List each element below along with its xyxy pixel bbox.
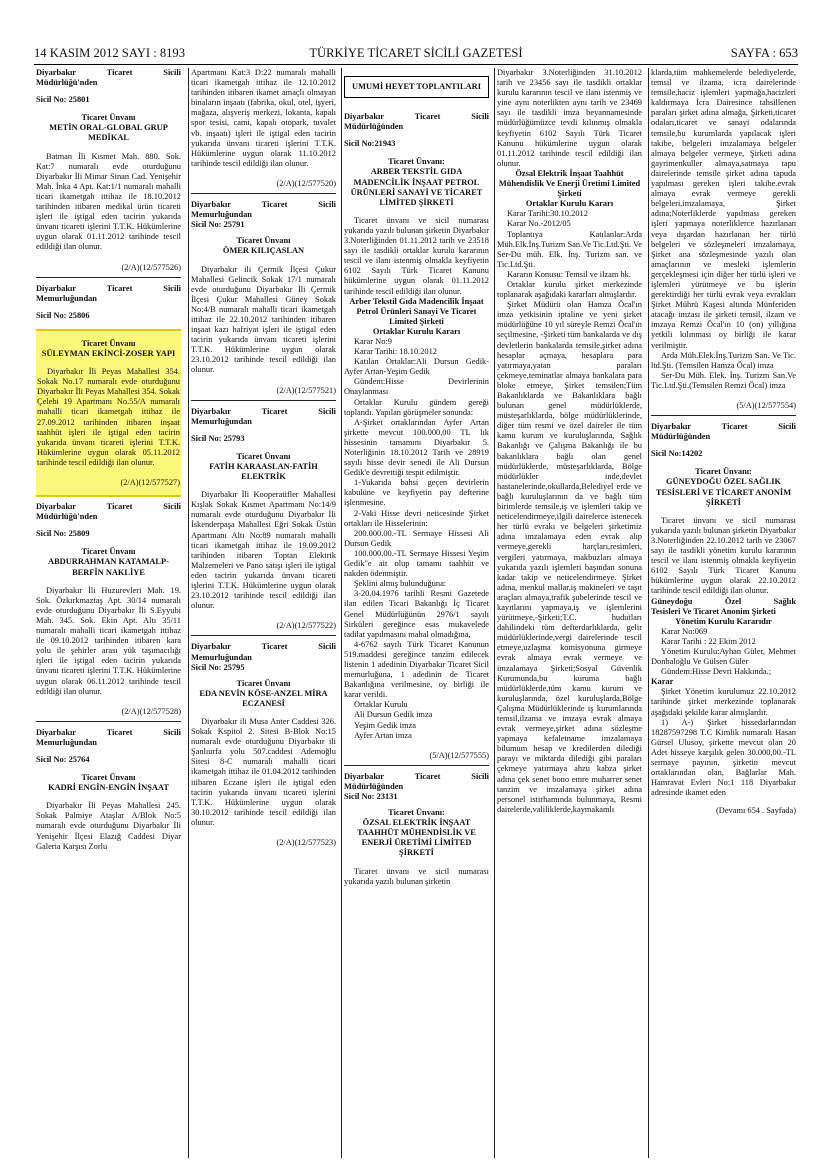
page-number: SAYFA : 653: [730, 46, 798, 60]
office-heading: Diyarbakır Ticaret Sicili: [36, 502, 181, 512]
section-heading: Ortaklar Kurulu Kararı: [372, 326, 461, 336]
bold-line: Müdürlüğünden: [344, 122, 404, 132]
reference-number: (2/A)(12/577526): [121, 262, 181, 272]
office-heading: Diyarbakır Ticaret Sicili: [36, 283, 181, 293]
registry-number: Sicil No: 25801: [36, 95, 90, 105]
entry-divider: [36, 277, 181, 278]
paragraph: Gündem:Hisse Devri Hakkında.;: [661, 667, 772, 677]
column-divider: [188, 68, 189, 1158]
paragraph: Diyarbakır İli Peyas Mahallesi 245. Sokak Palmiye Ataşlar A/Blok No:5 numaralı evde oturduğunu Diyarbakır İli Yenişehir İlçesi Elazığ Caddesi Diyar Galeria Karşısı Zorlu: [36, 801, 181, 851]
entry-divider: [191, 400, 336, 401]
office-heading: Diyarbakır Ticaret Sicili: [344, 771, 489, 781]
text-line: Karar No.-2012/05: [507, 219, 571, 229]
text-line: Ali Dursun Gedik imza: [354, 710, 433, 720]
office-heading: Diyarbakır Ticaret Sicili: [36, 727, 181, 737]
registry-number: Sicil No: 25809: [36, 529, 90, 539]
column-1: [36, 68, 181, 1158]
trade-name-label: Ticaret Ünvanı: [236, 678, 291, 688]
trade-name: EDA NEVİN KÖSE-ANZEL MİRA ECZANESİ: [199, 688, 328, 708]
bold-line: Müdürlüğü'nden: [36, 512, 98, 522]
paragraph: 4-6762 sayılı Türk Ticaret Kanunun 519.maddesi gereğince tanzim edilecek listenin 1 adedinin Diyarbakır Ticaret Sicil memurluğuna, 1 adedinin de Ticaret Bakanlığına verilmesine, oy birliği ile karar verildi.: [344, 639, 489, 700]
issue-date: 14 KASIM 2012 SAYI : 8193: [34, 46, 186, 60]
paragraph: Batman İli Kısmet Mah. 880. Sok. Kat:7 numaralı evde oturduğunu Diyarbakır İli Mimar Sinan Cad. Yenişehir Mah. İnka 4 Apt. Kat:1/1 numaralı mahalli ticari ikametgah ittihaz ile 18.10.2012 tarihinden itibaren medikal ürün ticareti işleri ile iştigal eden tacirin yukarıda ünvanı ticareti işlerini T.T.K. Hükümlerine uygun olarak 01.11.2012 tarihinde tescil edildiği ilan olunur.: [36, 151, 181, 252]
bold-line: Müdürlüğünden: [651, 432, 711, 442]
paragraph: Diyarbakır ili Musa Anter Caddesi 326. Sokak Kspitol 2. Sitesi B-Blok No:15 numaralı evde oturduğunu Diyarbakır ili Şanlıurfa yolu 507.caddesi Ademoğlu Sitesi 8-C numaralı mahalli ticari ikametgah ittihaz ile 01.04.2012 tarihinden itibaren Eczane işleri ile iştigal eden tacirin yukarıda ünvanı ticareti işlerini T.T.K. Hükümlerine uygun olarak 30.10.2012 tarihinde tescil edildiği ilan olunur.: [191, 716, 336, 827]
text-line: Ortaklar Kurulu: [354, 700, 408, 710]
text-line: Karar No:069: [661, 626, 708, 636]
paragraph: 100.000.00.-TL Sermaye Hissesi Yeşim Gedik"e ait olup tamamı taahhüt ve nakden ödenmiştir.: [344, 548, 489, 579]
trade-name: SÜLEYMAN EKİNCİ-ZOSER YAPI: [41, 348, 176, 358]
trade-name-label: Ticaret Ünvanı: [81, 547, 136, 557]
reference-number: (2/A)(12/577522): [276, 621, 336, 631]
section-heading: Yönetim Kurulu Kararıdır: [675, 616, 772, 626]
reference-number: (2/A)(12/577520): [276, 178, 336, 188]
trade-name-label: Ticaret Ünvanı:: [695, 467, 752, 477]
paragraph: Ser-Du Müh. Elek. İnş. Turizm San.Ve Tic.Ltd.Şti.(Temsilen Remzi Öcal) imza: [651, 370, 796, 390]
column-divider: [494, 68, 495, 1158]
trade-name: ABDURRAHMAN KATAMALP-BERFİN NAKLİYE: [48, 557, 169, 577]
reference-number: (5/A)(12/577555): [429, 750, 489, 760]
paragraph: klarda,tüm mahkemelerde belediyelerde, temsil ve ilzama, icra dairelerinde temsile,haciz işlemleri yapmağa,hacizleri kaldırmaya İcra Dairesince tahsillenen paraları şirket adına almağa, Şirketi,ticaret odaları,ticaret ve sanayi odalarında temsile,bu kurumlarda yapılacak işleri takibe, belgeleri imzalamaya belgeler almaya belgeler vermeye, Şirketi adına gayrimenkuller almaya,satmaya tapu dairelerinde temsile şirket adına tapuda yapılması gereken işleri takibe.evrak almaya evrak vermeye gerekli belgeleri,imzalamaya, Şirket adına;Noterliklerde yapılması gereken işleri yapmaya noterliklerce hazırlanan veya dışardan hazırlanan her türlü belgeleri ve sözleşmeleri imzalamaya, Şirket ana sözleşmesinde yazılı olan amaçlarının ve mesleki işlemlerin gerçekleşmesi için diğer her türlü işleri ve işlemleri yürütmeye ve bu işlerin gerektirdiği her türlü evrak veya evrakları Şirket Mührü Kaşesi altında Münferiden atacağı imzası ile şirketi temsil, ilzam ve imzaya Remzi Öcal'ın 10 (on) yıllığına yetkili kılınması oy birliği ile karar verilmiştir.: [651, 68, 796, 350]
bold-line: Sicil No: 23131: [344, 792, 398, 801]
paragraph: Diyarbakır 3.Noterliğinden 31.10.2012 tarih ve 23456 sayı ile tasdikli ortaklar kurulu kararının tescil ve ilanı istenmiş ve yine aynı noterlikten aynı tarih ve 23469 sayı ile tasdikli imza beyannamesinde müdürlüğümüzce tevdi kılınmış olmakla keyfiyetin 6102 Sayılı Türk Ticaret Kanunu hükümlerine uygun olarak 01.11.2012 tarihinde tescil edildiği ilan olunur.: [497, 68, 642, 168]
column-5: [651, 68, 796, 1158]
section-heading: Ortaklar Kurulu Kararı: [525, 199, 614, 209]
paragraph: Şirket Yönetim kurulumuz 22.10.2012 tarihinde şirket merkezinde toplanarak aşağıdaki şekilde karar almışlardır.: [651, 687, 796, 717]
entry-divider: [191, 635, 336, 636]
bold-line: Memurluğundan: [36, 737, 97, 747]
gazette-title: TÜRKİYE TİCARET SİCİLİ GAZETESİ: [309, 46, 523, 60]
paragraph: Apartmanı Kat:3 D:22 numaralı mahalli ticari ikametgah ittihaz ile 12.10.2012 tarihinden itibaren ikamet amaçlı olmayan binaların inşaatı (fabrika, okul, otel, işyeri, mağaza, alışveriş merkezi, lokanta, kapalı spor tesisi, cami, kapalı otopark, tuvalet vb. inşaatı) işleri ile iştigal eden tacirin yukarıda ünvanı ticareti işlerini T.T.K. Hükümlerine uygun olarak 11.10.2012 tarihinde tescil edildiği ilan olunur.: [191, 68, 336, 168]
page-header: [34, 43, 798, 63]
trade-name: GÜNEYDOĞU ÖZEL SAĞLIK TESİSLERİ VE TİCARET ANONİM ŞİRKETİ: [655, 477, 792, 507]
office-heading: Güneydoğu Özel Sağlık: [651, 596, 796, 606]
highlighted-notice: [36, 329, 181, 497]
paragraph: Kararın Konusu: Temsil ve ilzam hk.: [507, 269, 631, 279]
trade-name-label: Ticaret Ünvanı: [236, 236, 291, 246]
paragraph: 200.000.00.-TL Sermaye Hissesi Ali Dursun Gedik: [344, 528, 489, 548]
trade-name-label: Ticaret Ünvanı: [81, 773, 136, 783]
paragraph: Ticaret ünvanı ve sicil numarası yukarıda yazılı bulunan şirketin Diyarbakır 3.Noterliğinden 22.10.2012 tarih ve 23067 sayı ile tasdikli yönetim kurulu kararının tescil ve ilanı istenmiş olmakla keyfiyetin 6102 Sayılı Türk Ticaret Kanunu hükümlerine uygun olarak 22.10.2012 tarihinde tescil edildiği ilan olunur.: [651, 515, 796, 596]
paragraph: 1) A-) Şirket hissedarlarından 18287597298 T.C Kimlik numaralı Hasan Gürsel Ulusoy, şirkette mevcut olan 20 Adet hisseye karşılık gelen 30.000,00.-TL sermaye payının, şirketin mevcut ortaklarından olan, Bağlarlar Mah. Hamravat Evleri No:1 118 Diyarbakır adresinde ikamet eden: [651, 717, 796, 798]
trade-name: METİN ORAL-GLOBAL GRUP MEDİKAL: [49, 123, 168, 143]
column-4: [497, 68, 642, 1158]
bold-line: Memurluğundan: [36, 293, 97, 303]
bold-line: Müdürlüğü'nden: [36, 78, 98, 88]
entry-divider: [651, 415, 796, 416]
bold-line: Tesisleri Ve Ticaret Anonim Şirketi: [651, 606, 776, 616]
paragraph: 1-Yukarıda bahsi geçen devirlerin kabulüne ve keyfiyetin pay defterine işlenmesine.: [344, 478, 489, 508]
bold-line: Memurluğundan: [191, 652, 252, 662]
paragraph: Diyarbakır İli Huzurevleri Mah. 19. Sok. Özkırkmaztaş Apt. 30/14 numaralı evde oturduğunu Diyarbakır İli S.Eyyubi Mah. 345. Sok. Ekin Apt. Altı 35/11 numaralı mahalli ticari ikametgah ittihaz ile 09.10.2012 tarihinden itibaren kara yolu ile şehirler arası yük taşımacılığı işleri ile iştigal eden tacirin yukarıda ünvanı ticareti işlerini T.T.K. Hükümlerine uygun olarak 06.11.2012 tarihinde tescil edildiği ilan olunur.: [36, 585, 181, 696]
reference-number: (2/A)(12/577528): [121, 706, 181, 716]
paragraph: Ticaret ünvanı ve sicil numarası yukarıda yazılı bulunan şirketin: [344, 866, 489, 886]
entry-divider: [36, 721, 181, 722]
paragraph: Toplantıya Katılanlar:Arda Müh.Elk.İnş.Turizm San.Ve Tic.Ltd.Şti. Ve Ser-Du müh. Elk. İnş. Turizm san. ve Tic.Ltd.Şti.: [497, 229, 642, 269]
text-line: Karar Tarihi:30.10.2012: [507, 209, 588, 219]
paragraph: Katılan Ortaklar:Ali Dursun Gedik-Ayfer Artan-Yeşim Gedik: [344, 357, 489, 377]
section-heading: Arber Tekstil Gıda Madencilik İnşaat Petrol Ürünleri Sanayi Ve Ticaret Limited Şirketi: [349, 296, 484, 326]
entry-divider: [344, 765, 489, 766]
column-divider: [648, 68, 649, 1158]
paragraph: A-Şirket ortaklarından Ayfer Artan şirkette mevcut 100.000,00 TL lık hissesinin tamamını Diyarbakır 5. Noterliğinin 18.10.2012 Tarih ve 28919 sayılı hisse devir senedi ile Ali Dursun Gedik'e devrettiği tespit edilmiştir.: [344, 417, 489, 478]
paragraph: Gündem:Hisse Devirlerinin Onaylanması: [344, 377, 489, 397]
trade-name: ARBER TEKSTİL GIDA MADENCİLİK İNŞAAT PETROL ÜRÜNLERİ SANAYİ VE TİCARET LİMİTED ŞİRKETİ: [350, 167, 483, 207]
text-line: Ayfer Artan imza: [354, 730, 412, 740]
trade-name-label: Ticaret Ünvanı: [81, 338, 136, 348]
text-line: Yeşim Gedik imza: [354, 720, 416, 730]
bold-line: Müdürlüğünden: [344, 781, 404, 791]
section-banner: UMUMİ HEYET TOPLANTILARI: [344, 76, 489, 98]
column-divider: [341, 68, 342, 1158]
registry-number: Sicil No:14202: [651, 449, 703, 459]
header-rule: [34, 64, 798, 65]
paragraph: Şirket Müdürü olan Hamza Öcal'ın imza yetkisinin iptaline ve yeni şirket müdürlüğüne 10 yıl süreyle Remzi Öcal'ın seçilmesine, -Şirketi tüm bankalarda ve dış devletlerin bankalarda temsile,şirket adına hesaplar açmaya, hesaplara para yatırmaya,yatan paraları çekmeye,teminatlar almaya bankalara para bloke etmeye, Şirket temsilen;Tüm Bakanlıklarda ve Bakanlıklara bağlı bulunan genel müdürlüklerde, müsteşarlıklarda, bölge müdürlüklerinde, diğer tüm resmi ve özel daireler ile tüm kamu kurum ve kuruluşlarında, Sağlık Bakanlığı ve Çalışma Bakanlığı ile bu bakanlıklara bağlı olan genel müdürlüklerde, müsteşarlıklarda, Bölge müdürlükler inde,devlet hastanelerinde,okullarda,Belediyel erde ve bağlı kuruluşlarının da ve bağlı tüm birimlerde temsile,iş ve işlemleri takip ve neticelendirmeye,ilgili dairelerce istenecek her türlü evrakı ve belgeleri şirketimiz adına imzalamaya eden evrak alıp vermeye,gerekli harçları,resimleri, vergileri yatırmaya, makbuzları almaya yukarıda yazılı işlemleri başından sonuna kadar takip ve neticelendirmeye. Şirket adına, menkul mallar,iş makineleri ve taşıt araçları almaya,trafik şubelerinde tescil ve kayıtlarını yapmaya,iş ve işlemlerini yürütmeye,-Şirketi;T.C. hudutları dahilindeki tüm defterdarlıklarda, gelir müdürlüklerinde,vergi dairelerinde tescil etmeye,uzlaşma komisyonuna girmeye evrak almaya evrak vermeye ve imzalamaya Şirketi;Sosyal Güvenlik Kurumunda,bu kuruma bağlı müdürlüklerde,tüm kamu kurum ve kuruluşlarında, özel kuruluşlarda,Bölge Çalışma Müdürlüklerinde iş kurumlarında temsil,ilzama ve imzaya evrak almaya evrak vermeye,şirket adına sözleşme yapmaya kefaletname imzalamaya bilumum hesap ve kredilerden dilediği parayı ve miktarda dilediği gibi paraları çekmeye yatırmaya ahzu kabza şirket adına çek senet bono emre muharrer senet tanzim ve imzalamaya şirket adına personel istirhamında bulunmaya, Resmi dairelerde,valiliklerde,kaymakamlı: [497, 300, 642, 814]
registry-number: Sicil No: 25793: [191, 433, 245, 443]
section-heading: Özsal Elektrik İnşaat Taahhüt Mühendislik Ve Enerji Üretimi Limited Şirketi: [498, 168, 641, 199]
registry-number: Sicil No:21943: [344, 139, 396, 149]
office-heading: Diyarbakır Ticaret Sicili: [651, 422, 796, 432]
paragraph: Ortaklar kurulu şirket merkezinde toplanarak aşağıdaki kararları almışlardır.: [497, 279, 642, 300]
trade-name: KADRİ ENGİN-ENGİN İNŞAAT: [48, 783, 169, 793]
trade-name-label: Ticaret Ünvanı: [236, 451, 291, 461]
text-line: Karar Tarihi: 18.10.2012: [354, 347, 437, 357]
reference-number: (5/A)(12/577554): [736, 401, 796, 410]
office-heading: Diyarbakır Ticaret Sicili: [36, 68, 181, 77]
bold-line: Memurluğundan: [191, 210, 252, 220]
paragraph: Ticaret ünvanı ve sicil numarası yukarıda yazılı bulunan şirketin Diyarbakır 3.Noterliğinden 01.11.2012 tarih ve 23518 sayı ile tasdikli ortaklar kurulu kararının tescil ve ilanı istenmiş olmakla keyfiyetin 6102 Sayılı Türk Ticaret Kanunu hükümlerine uygun olarak 01.11.2012 tarihinde tescil edildiği ilan olunur.: [344, 215, 489, 296]
reference-number: (2/A)(12/577527): [120, 478, 180, 487]
office-heading: Diyarbakır Ticaret Sicili: [191, 200, 336, 210]
paragraph: 3-20.04.1976 tarihli Resmi Gazetede ilan edilen Ticari Bakanlığı İç Ticaret Genel Müdürlüğünün 2976/1 sayılı Sirküleri gereğince esas mukavelede tadilat yapılmasını mahal olmadığına,: [344, 589, 489, 639]
entry-divider: [191, 193, 336, 194]
office-heading: Diyarbakır Ticaret Sicili: [344, 112, 489, 122]
trade-name: FATİH KARAASLAN-FATİH ELEKTRİK: [209, 462, 318, 482]
bold-line: Sicil No: 25791: [191, 220, 245, 230]
bold-line: Karar: [651, 677, 674, 687]
bold-line: Sicil No: 25795: [191, 662, 245, 672]
paragraph: Yönetim Kurulu:Ayhan Güler, Mehmet Donbaloğlu Ve Gülsen Güler: [651, 646, 796, 667]
bold-line: Memurluğundan: [191, 416, 252, 426]
trade-name-label: Ticaret Ünvanı:: [388, 157, 445, 167]
paragraph: 2-Vaki Hisse devri neticesinde Şirket ortakları ile Hisselerinin:: [344, 508, 489, 528]
paragraph: Diyarbakır ili Çermik İlçesi Çukur Mahallesi Gelincik Sokak 17/1 numaralı evde oturduğunu Diyarbakır İli Çermik İlçesi Çukur Mahallesi Güney Sokak No:4/B numaralı mahalli ticari ikametgah ittihaz ile 22.10.2012 tarihinden itibaren inşaat kazı hafriyat işleri ile iştigal eden tacirin yukarıda ünvanı ticareti işlerini T.T.K. Hükümlerine uygun olarak 23.10.2012 tarihinde tescil edildiği ilan olunur.: [191, 264, 336, 375]
registry-number: Sicil No: 25764: [36, 754, 90, 764]
trade-name: ÖZSAL ELEKTRİK İNŞAAT TAAHHÜT MÜHENDİSLİK VE ENERJİ ÜRETİMİ LİMİTED ŞİRKETİ: [357, 818, 476, 858]
registry-number: Sicil No: 25806: [36, 310, 90, 320]
paragraph: Ortaklar Kurulu gündem gereği toplandı. Yapılan görüşmeler sonunda:: [344, 397, 489, 417]
continuation-note: (Devamı 654 . Sayfada): [715, 806, 796, 816]
reference-number: (2/A)(12/577523): [276, 838, 336, 847]
office-heading: Diyarbakır Ticaret Sicili: [191, 642, 336, 652]
paragraph: Diyarbakır İli Kooperatifler Mahallesi Kışlak Sokak Kısmet Apartmanı No:14/9 numaralı evde oturduğunu Diyarbakır İli İskenderpaşa Mahallesi Eğri Sokak Üstün Apartmanı Altı No:89 numaralı mahalli ticari ikametgah ittihaz ile 19.09.2012 tarihinden itibaren Toptan Elektrik Malzemeleri ve Pano satışı işleri ile iştigal eden tacirin yukarıda ünvanı ticareti işlerini T.T.K. Hükümlerine uygun olarak 23.10.2012 tarihinde tescil edildiği ilan olunur.: [191, 490, 336, 611]
paragraph: Diyarbakır İli Peyas Mahallesi 354. Sokak No.17 numaralı evde oturduğunu Diyarbakır İli Peyas Mahallesi 354. Sokak Çelebi 19 Apartmanı No.55/A numaralı mahalli ticari ikametgah ittihaz ile 27.09.2012 tarihinden itibaren inşaat taahhüt işleri ile iştigal eden tacirin yukarıda ünvanı ticareti işlerini T.T.K. Hükümlerine uygun olarak 05.11.2012 tarihinde tescil edildiği ilan olunur.: [37, 367, 180, 467]
office-heading: Diyarbakır Ticaret Sicili: [191, 406, 336, 416]
column-3: [344, 68, 489, 1158]
paragraph: Şeklini almış bulunduğuna:: [354, 579, 447, 589]
text-line: Karar Tarihi : 22 Ekim 2012: [661, 636, 756, 646]
text-line: Karar No:9: [354, 336, 392, 346]
trade-name-label: Ticaret Ünvanı: [81, 113, 136, 123]
reference-number: (2/A)(12/577521): [276, 385, 336, 395]
paragraph: Arda Müh.Elek.İnş.Turizm San. Ve Tic. ltd.Şti. (Temsilen Hamza Öcal) imza: [651, 350, 796, 370]
column-2: [191, 68, 336, 1158]
trade-name: ÖMER KILIÇASLAN: [222, 246, 305, 256]
trade-name-label: Ticaret Ünvanı:: [388, 808, 445, 818]
